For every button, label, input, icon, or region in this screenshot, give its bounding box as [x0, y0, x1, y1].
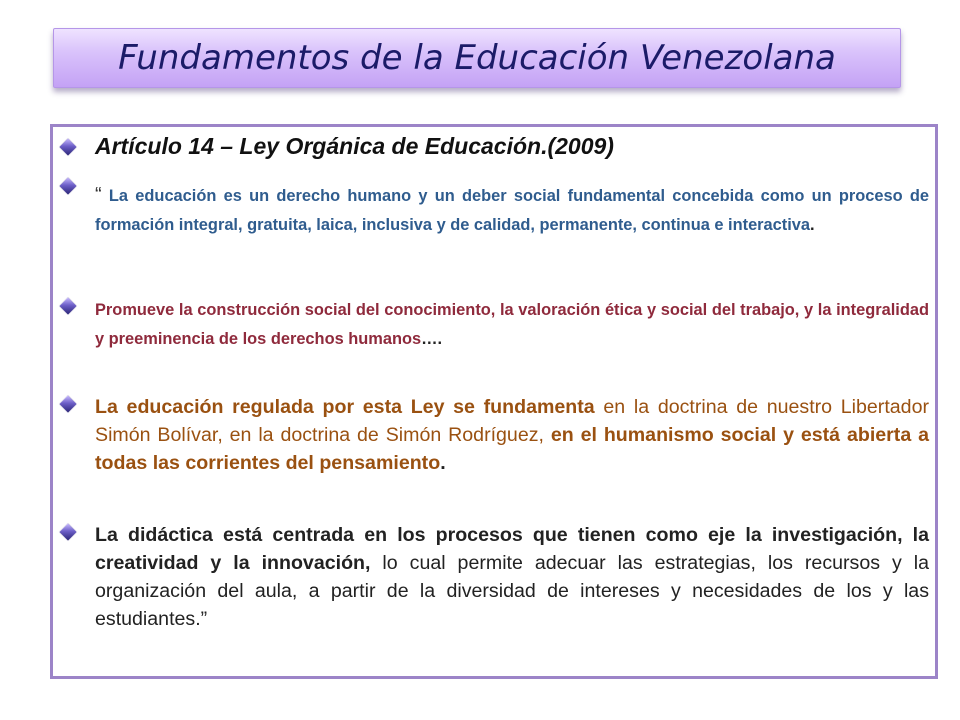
paragraph-text: lo cual permite adecuar las estrategias, los recursos y la organización del aula, a partir de la diversidad de intereses y necesidades de los y las estudiantes.”	[95, 552, 929, 630]
paragraph-end: ….	[421, 330, 443, 348]
paragraph-right-to-education	[95, 181, 929, 239]
paragraph-didactics	[95, 521, 929, 633]
article-heading: Artículo 14 – Ley Orgánica de Educación.(2009)	[95, 133, 614, 159]
paragraph-end: .	[440, 452, 446, 474]
title-banner	[53, 28, 901, 88]
paragraph-bold-start: La educación regulada por esta Ley se fundamenta	[95, 396, 595, 418]
paragraph-bold: La didáctica está centrada en los procesos que tienen como eje la investigación, la creatividad y la innovación,	[95, 524, 929, 574]
paragraph-text: La educación es un derecho humano y un deber social fundamental concebida como un proceso de formación integral, gratuita, laica, inclusiva y de calidad, permanente, continua e interactiva	[95, 187, 929, 234]
slide-title: Fundamentos de la Educación Venezolana	[118, 38, 836, 78]
paragraph-foundations	[95, 393, 929, 477]
opening-quote: “	[95, 184, 102, 206]
paragraph-text: Promueve la construcción social del conocimiento, la valoración ética y social del trabajo, y la integralidad y preeminencia de los derechos humanos	[95, 301, 929, 348]
paragraph-end: .	[810, 215, 815, 234]
paragraph-bold-end: en el humanismo social y está abierta a todas las corrientes del pensamiento	[95, 424, 929, 474]
paragraph-text: en la doctrina de nuestro Libertador Simón Bolívar, en la doctrina de Simón Rodríguez,	[95, 396, 929, 446]
paragraph-promotes	[95, 296, 929, 354]
